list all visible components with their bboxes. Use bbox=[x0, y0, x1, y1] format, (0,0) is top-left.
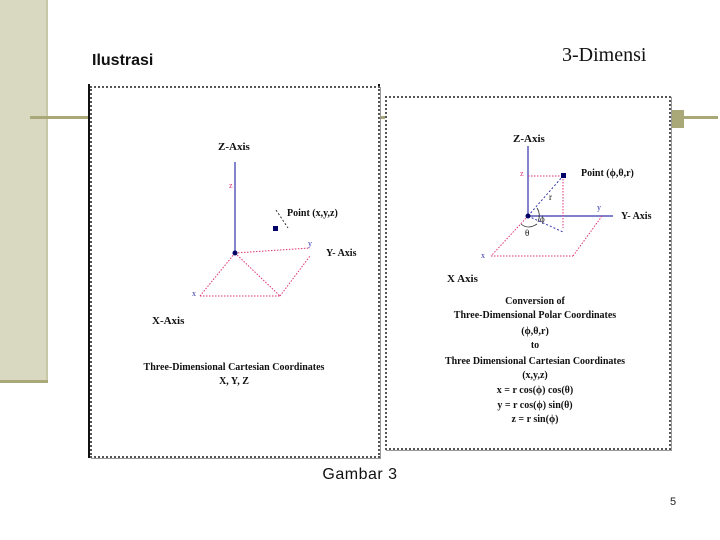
x-axis-line bbox=[491, 216, 528, 256]
y-axis-label: Y- Axis bbox=[326, 248, 357, 259]
left-accent-rule bbox=[0, 380, 48, 383]
cartesian-diagram bbox=[92, 88, 378, 456]
cartesian-caption-line1: Three-Dimensional Cartesian Coordinates bbox=[143, 362, 325, 373]
conversion-formula-x: x = r cos(ϕ) cos(θ) bbox=[496, 385, 574, 396]
slide-title-left: Ilustrasi bbox=[92, 52, 154, 69]
conversion-line-6: (x,y,z) bbox=[522, 370, 548, 381]
radius-line bbox=[528, 176, 563, 216]
x-axis-label: X Axis bbox=[447, 273, 478, 285]
conversion-formula-z: z = r sin(ϕ) bbox=[511, 414, 559, 425]
guide-line bbox=[573, 216, 602, 256]
cartesian-diagram-panel bbox=[90, 86, 380, 458]
guide-line bbox=[280, 256, 310, 296]
conversion-formula-y: y = r cos(ϕ) sin(θ) bbox=[497, 400, 573, 411]
z-axis-label: Z-Axis bbox=[218, 141, 250, 153]
cartesian-caption-line2: X, Y, Z bbox=[219, 376, 249, 387]
projection-line bbox=[528, 216, 563, 232]
conversion-line-1: Conversion of bbox=[505, 296, 565, 307]
theta-label: θ bbox=[525, 228, 530, 238]
phi-arc bbox=[537, 208, 539, 222]
z-tick-label: z bbox=[229, 181, 233, 190]
r-label: r bbox=[549, 192, 552, 202]
conversion-line-2: Three-Dimensional Polar Coordinates bbox=[453, 310, 617, 321]
origin-point bbox=[233, 251, 238, 256]
slide-title-right: 3-Dimensi bbox=[562, 44, 647, 66]
polar-diagram bbox=[387, 98, 669, 448]
phi-label: ϕ bbox=[540, 214, 545, 224]
guide-line bbox=[235, 248, 310, 253]
point-xyz-marker bbox=[273, 226, 278, 231]
page-number: 5 bbox=[670, 496, 677, 508]
point-label: Point (ϕ,θ,r) bbox=[581, 168, 634, 179]
y-axis-line bbox=[235, 253, 280, 296]
x-axis-line bbox=[200, 253, 235, 296]
polar-diagram-panel bbox=[385, 96, 671, 450]
left-accent-bar bbox=[0, 0, 48, 382]
x-axis-label: X-Axis bbox=[152, 315, 185, 327]
z-tick-label: z bbox=[520, 169, 524, 178]
conversion-line-3: (ϕ,θ,r) bbox=[521, 326, 549, 337]
figure-caption: Gambar 3 bbox=[322, 466, 398, 483]
y-tick-label: y bbox=[597, 203, 601, 212]
y-tick-label: y bbox=[308, 239, 312, 248]
x-tick-label: x bbox=[192, 289, 196, 298]
conversion-line-4: to bbox=[530, 340, 540, 351]
origin-point bbox=[526, 214, 531, 219]
y-axis-label: Y- Axis bbox=[621, 211, 652, 222]
z-axis-label: Z-Axis bbox=[513, 133, 545, 145]
point-label: Point (x,y,z) bbox=[287, 208, 338, 219]
divider-end-block bbox=[670, 110, 684, 128]
conversion-line-5: Three Dimensional Cartesian Coordinates bbox=[444, 356, 626, 367]
x-tick-label: x bbox=[481, 251, 485, 260]
theta-arc bbox=[521, 224, 537, 227]
point-polar-marker bbox=[561, 173, 566, 178]
